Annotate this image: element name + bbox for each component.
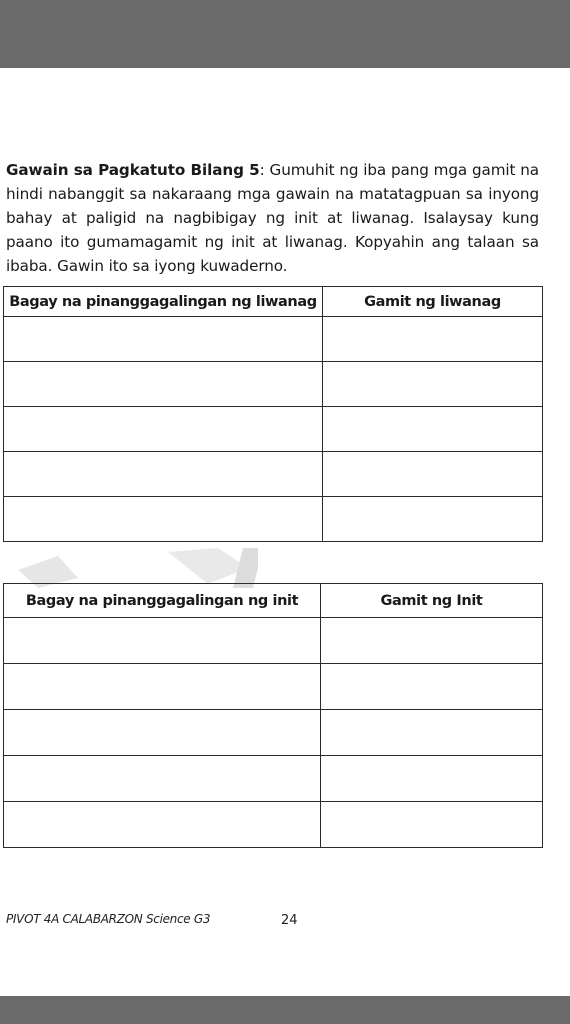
table-cell[interactable]	[321, 802, 543, 848]
activity-instructions	[6, 158, 539, 278]
table-cell[interactable]	[4, 618, 321, 664]
table-cell[interactable]	[321, 664, 543, 710]
table-row	[4, 497, 543, 542]
table-cell[interactable]	[323, 362, 543, 407]
table-cell[interactable]	[323, 497, 543, 542]
table-cell[interactable]	[4, 664, 321, 710]
table-cell[interactable]	[4, 710, 321, 756]
bottom-scan-border	[0, 996, 570, 1024]
light-source-header: Bagay na pinanggagalingan ng liwanag	[4, 287, 323, 317]
table-row	[4, 362, 543, 407]
table-row	[4, 452, 543, 497]
light-use-header: Gamit ng liwanag	[323, 287, 543, 317]
heat-source-header: Bagay na pinanggagalingan ng init	[4, 584, 321, 618]
table-row	[4, 317, 543, 362]
table-cell[interactable]	[4, 407, 323, 452]
activity-title: Gawain sa Pagkatuto Bilang 5	[6, 161, 260, 179]
table-cell[interactable]	[4, 362, 323, 407]
faded-watermark-logo	[18, 548, 258, 588]
footer-source: PIVOT 4A CALABARZON Science G3	[6, 912, 211, 926]
table-cell[interactable]	[4, 756, 321, 802]
table-cell[interactable]	[323, 317, 543, 362]
table-row	[4, 407, 543, 452]
table-cell[interactable]	[4, 452, 323, 497]
light-sources-table	[3, 286, 543, 542]
table-row	[4, 710, 543, 756]
table-row	[4, 802, 543, 848]
table-header-row	[4, 287, 543, 317]
table-cell[interactable]	[321, 710, 543, 756]
table-cell[interactable]	[321, 756, 543, 802]
page-number: 24	[281, 913, 298, 928]
heat-use-header: Gamit ng Init	[321, 584, 543, 618]
table-header-row	[4, 584, 543, 618]
table-row	[4, 664, 543, 710]
top-scan-border	[0, 0, 570, 68]
table-cell[interactable]	[323, 407, 543, 452]
table-row	[4, 618, 543, 664]
heat-sources-table	[3, 583, 543, 848]
table-row	[4, 756, 543, 802]
table-cell[interactable]	[4, 317, 323, 362]
table-cell[interactable]	[321, 618, 543, 664]
table-cell[interactable]	[323, 452, 543, 497]
table-cell[interactable]	[4, 802, 321, 848]
table-cell[interactable]	[4, 497, 323, 542]
activity-text: : Gumuhit ng iba pang mga gamit na hindi nabanggit sa nakaraang mga gawain na matatagpuan sa inyong bahay at paligid na nagbibigay ng init at liwanag. Isalaysay kung paano ito gumamagamit ng init at liwanag. Kopyahin ang talaan sa ibaba. Gawin ito sa iyong kuwaderno.	[6, 161, 539, 275]
